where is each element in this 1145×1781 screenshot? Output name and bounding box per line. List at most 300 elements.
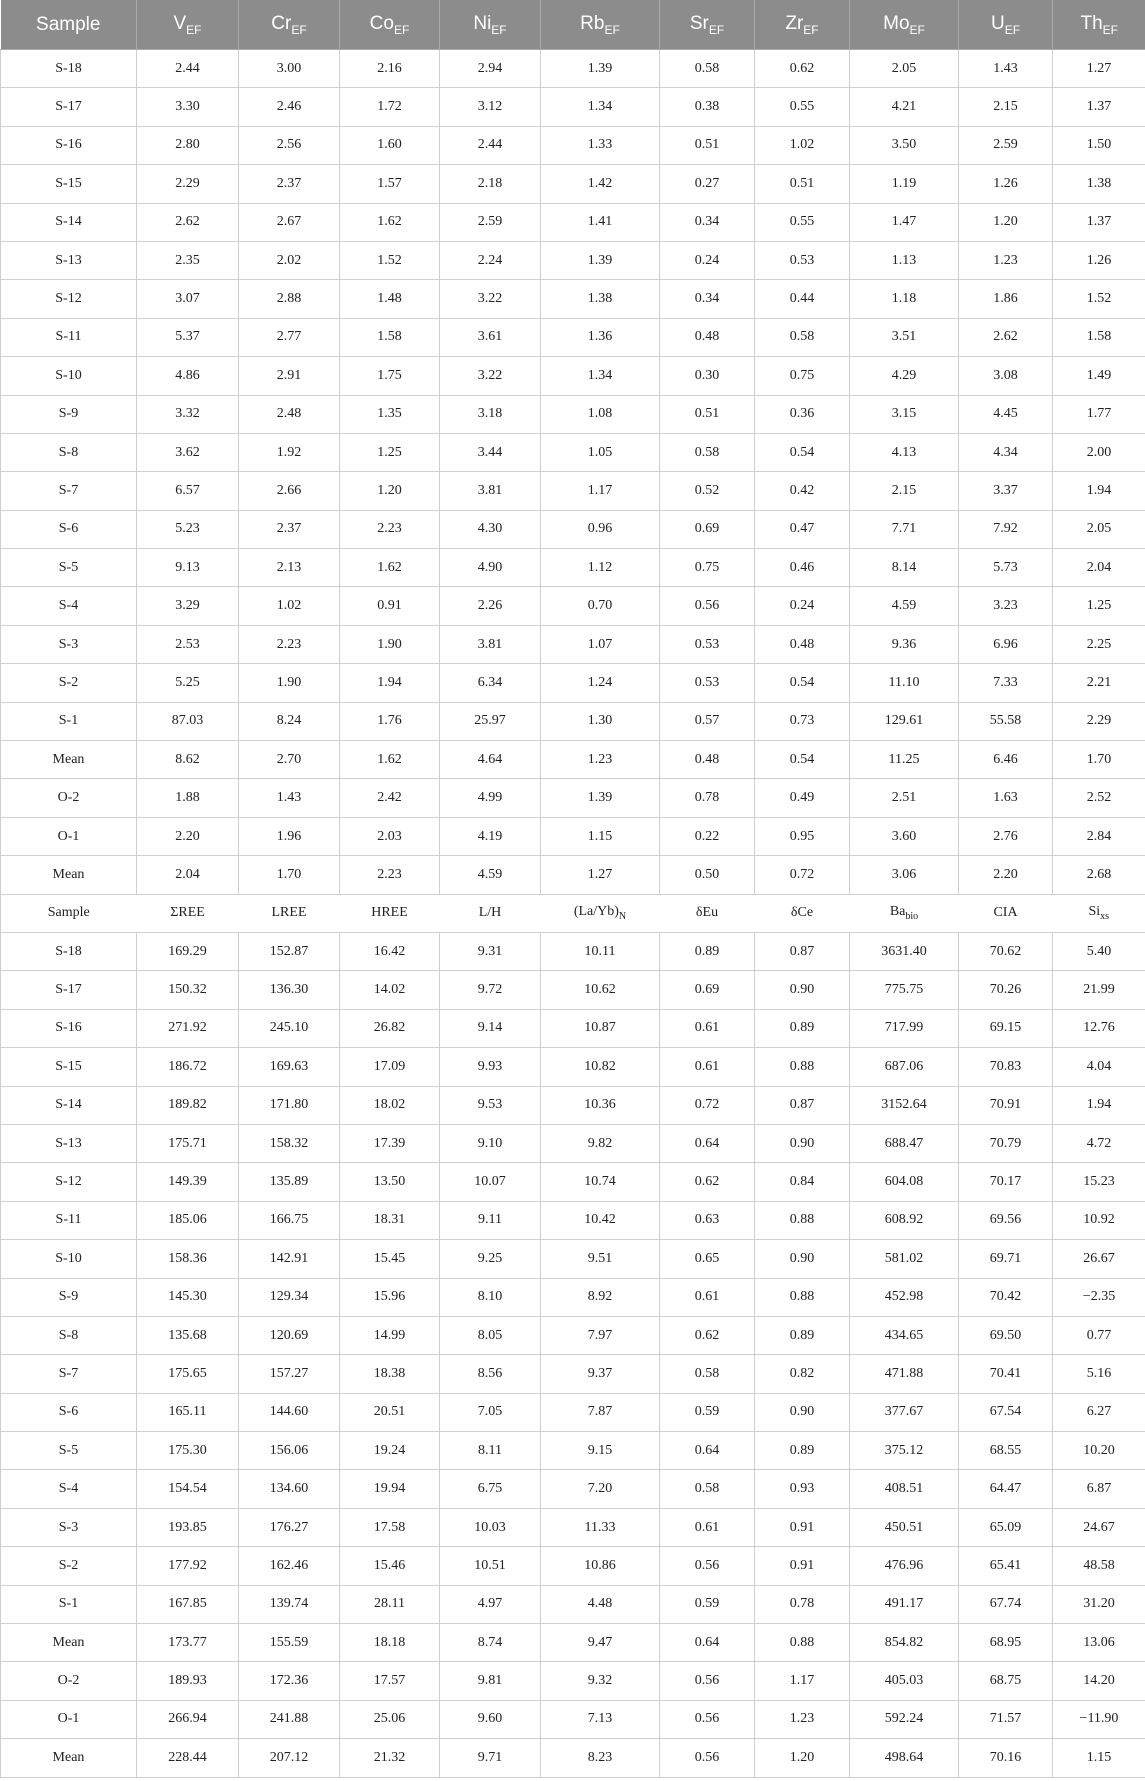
value-cell: 1.47 [850,203,959,241]
value-cell: 1.26 [959,165,1053,203]
value-cell: 1.18 [850,280,959,318]
value-cell: 15.45 [340,1240,440,1278]
table-row [1,1316,1145,1354]
value-cell: 1.58 [340,318,440,356]
value-cell: 8.11 [440,1432,541,1470]
value-cell: 377.67 [850,1393,959,1431]
sample-cell: S-1 [1,702,137,740]
value-cell: 2.02 [239,241,340,279]
value-cell: 3.30 [137,88,239,126]
value-cell: 18.31 [340,1201,440,1239]
value-cell: 3.18 [440,395,541,433]
value-cell: 171.80 [239,1086,340,1124]
value-cell: 1.39 [541,50,660,88]
table-row [1,664,1145,702]
value-cell: 1.72 [340,88,440,126]
value-cell: 4.30 [440,510,541,548]
value-cell: 0.56 [660,1547,755,1585]
value-cell: 120.69 [239,1316,340,1354]
value-cell: 0.53 [660,664,755,702]
value-cell: 9.72 [440,971,541,1009]
value-cell: 1.76 [340,702,440,740]
value-cell: 4.04 [1053,1048,1145,1086]
table-row [1,1009,1145,1047]
value-cell: 2.18 [440,165,541,203]
value-cell: 2.66 [239,472,340,510]
column-header-subscript: EF [1004,22,1021,37]
value-cell: 0.58 [660,50,755,88]
value-cell: 1.23 [755,1700,850,1738]
value-cell: 0.56 [660,1739,755,1777]
value-cell: 0.69 [660,510,755,548]
value-cell: 498.64 [850,1739,959,1777]
value-cell: 1.94 [1053,1086,1145,1124]
sample-cell: S-10 [1,1240,137,1278]
value-cell: 155.59 [239,1624,340,1662]
value-cell: 0.30 [660,357,755,395]
value-cell: 26.82 [340,1009,440,1047]
value-cell: 10.74 [541,1163,660,1201]
value-cell: 0.42 [755,472,850,510]
column-header [340,0,440,50]
value-cell: 0.51 [660,126,755,164]
value-cell: 3152.64 [850,1086,959,1124]
value-cell: 2.05 [1053,510,1145,548]
value-cell: 3.22 [440,280,541,318]
value-cell: 3.51 [850,318,959,356]
value-cell: 129.61 [850,702,959,740]
value-cell: 375.12 [850,1432,959,1470]
value-cell: 491.17 [850,1585,959,1623]
value-cell: 7.20 [541,1470,660,1508]
value-cell: 2.37 [239,510,340,548]
sample-cell: Mean [1,1624,137,1662]
subheader-cell-label: ΣREE [170,905,205,921]
subheader-cell-subscript: N [618,910,627,922]
value-cell: 14.99 [340,1316,440,1354]
value-cell: 172.36 [239,1662,340,1700]
value-cell: 25.97 [440,702,541,740]
column-header [660,0,755,50]
column-header [959,0,1053,50]
sample-cell: S-3 [1,1508,137,1546]
value-cell: 2.48 [239,395,340,433]
table-row [1,510,1145,548]
value-cell: 2.29 [137,165,239,203]
table-row [1,1739,1145,1777]
value-cell: 2.80 [137,126,239,164]
table-row [1,50,1145,88]
sample-cell: S-9 [1,395,137,433]
value-cell: 4.29 [850,357,959,395]
value-cell: 18.18 [340,1624,440,1662]
value-cell: 67.74 [959,1585,1053,1623]
value-cell: 4.21 [850,88,959,126]
value-cell: 87.03 [137,702,239,740]
value-cell: 9.36 [850,625,959,663]
value-cell: 0.62 [660,1163,755,1201]
value-cell: 2.68 [1053,856,1145,894]
value-cell: 10.82 [541,1048,660,1086]
value-cell: 2.84 [1053,817,1145,855]
value-cell: 10.51 [440,1547,541,1585]
value-cell: 185.06 [137,1201,239,1239]
value-cell: 1.70 [1053,741,1145,779]
value-cell: 3.81 [440,472,541,510]
sample-cell: S-17 [1,971,137,1009]
value-cell: 1.35 [340,395,440,433]
sample-cell: S-16 [1,126,137,164]
table-row [1,587,1145,625]
sample-cell: O-1 [1,1700,137,1738]
value-cell: 0.48 [660,318,755,356]
value-cell: 1.38 [1053,165,1145,203]
value-cell: 1.17 [755,1662,850,1700]
value-cell: 175.30 [137,1432,239,1470]
column-header [440,0,541,50]
value-cell: 0.82 [755,1355,850,1393]
value-cell: 9.71 [440,1739,541,1777]
value-cell: 9.14 [440,1009,541,1047]
table-row [1,1624,1145,1662]
value-cell: 9.13 [137,549,239,587]
value-cell: 1.15 [541,817,660,855]
value-cell: 144.60 [239,1393,340,1431]
value-cell: 0.36 [755,395,850,433]
value-cell: 0.56 [660,587,755,625]
value-cell: 0.91 [340,587,440,625]
value-cell: 207.12 [239,1739,340,1777]
sample-cell: S-5 [1,549,137,587]
value-cell: 20.51 [340,1393,440,1431]
value-cell: 2.62 [959,318,1053,356]
sample-cell: S-6 [1,1393,137,1431]
value-cell: 18.02 [340,1086,440,1124]
value-cell: 173.77 [137,1624,239,1662]
value-cell: 3.62 [137,433,239,471]
value-cell: 1.39 [541,779,660,817]
column-header-subscript: EF [909,22,925,37]
value-cell: 9.15 [541,1432,660,1470]
value-cell: 6.46 [959,741,1053,779]
value-cell: 4.72 [1053,1124,1145,1162]
table-row [1,1086,1145,1124]
value-cell: 9.31 [440,932,541,970]
value-cell: 4.19 [440,817,541,855]
sample-cell: S-12 [1,1163,137,1201]
value-cell: 0.64 [660,1124,755,1162]
value-cell: 4.45 [959,395,1053,433]
value-cell: 1.37 [1053,203,1145,241]
value-cell: 69.50 [959,1316,1053,1354]
value-cell: 1.43 [959,50,1053,88]
value-cell: 162.46 [239,1547,340,1585]
value-cell: 189.93 [137,1662,239,1700]
value-cell: 5.73 [959,549,1053,587]
value-cell: 2.59 [440,203,541,241]
value-cell: 134.60 [239,1470,340,1508]
value-cell: 4.59 [850,587,959,625]
sample-cell: S-2 [1,664,137,702]
value-cell: 2.35 [137,241,239,279]
value-cell: 1.60 [340,126,440,164]
value-cell: 1.13 [850,241,959,279]
value-cell: 17.09 [340,1048,440,1086]
sample-cell: S-13 [1,241,137,279]
subheader-cell [239,894,340,932]
value-cell: 10.07 [440,1163,541,1201]
sample-cell: Mean [1,741,137,779]
subheader-cell [850,894,959,932]
column-header-label: Mo [883,12,910,34]
value-cell: 0.58 [660,433,755,471]
value-cell: 3.12 [440,88,541,126]
value-cell: 688.47 [850,1124,959,1162]
value-cell: 2.42 [340,779,440,817]
value-cell: 408.51 [850,1470,959,1508]
value-cell: 186.72 [137,1048,239,1086]
value-cell: 3.32 [137,395,239,433]
value-cell: 4.86 [137,357,239,395]
value-cell: 2.91 [239,357,340,395]
column-header-label: Sample [36,13,101,35]
value-cell: 241.88 [239,1700,340,1738]
value-cell: 434.65 [850,1316,959,1354]
table-row [1,779,1145,817]
subheader-cell [440,894,541,932]
sample-cell: S-8 [1,1316,137,1354]
value-cell: 1.62 [340,203,440,241]
value-cell: 193.85 [137,1508,239,1546]
value-cell: 15.46 [340,1547,440,1585]
value-cell: 1.88 [137,779,239,817]
value-cell: 1.86 [959,280,1053,318]
value-cell: 0.78 [755,1585,850,1623]
table-row [1,1201,1145,1239]
table-row [1,1048,1145,1086]
value-cell: 2.88 [239,280,340,318]
value-cell: 0.95 [755,817,850,855]
value-cell: 7.87 [541,1393,660,1431]
value-cell: 0.34 [660,280,755,318]
table-row [1,126,1145,164]
sample-cell: S-10 [1,357,137,395]
subheader-cell [959,894,1053,932]
value-cell: 9.81 [440,1662,541,1700]
table-row [1,433,1145,471]
value-cell: 16.42 [340,932,440,970]
value-cell: 2.20 [959,856,1053,894]
value-cell: 0.61 [660,1048,755,1086]
table-header-row [1,0,1145,50]
value-cell: 1.92 [239,433,340,471]
value-cell: 604.08 [850,1163,959,1201]
value-cell: 1.39 [541,241,660,279]
value-cell: 7.05 [440,1393,541,1431]
column-header-label: U [990,12,1005,34]
value-cell: −11.90 [1053,1700,1145,1738]
value-cell: 8.05 [440,1316,541,1354]
value-cell: 0.64 [660,1624,755,1662]
value-cell: 0.48 [755,625,850,663]
value-cell: 69.71 [959,1240,1053,1278]
table-row [1,88,1145,126]
value-cell: 1.96 [239,817,340,855]
sample-cell: S-14 [1,1086,137,1124]
column-header [1053,0,1145,50]
value-cell: 1.36 [541,318,660,356]
value-cell: 6.87 [1053,1470,1145,1508]
value-cell: 2.23 [239,625,340,663]
value-cell: 4.48 [541,1585,660,1623]
value-cell: 15.23 [1053,1163,1145,1201]
value-cell: 0.61 [660,1508,755,1546]
value-cell: 8.74 [440,1624,541,1662]
table-row [1,971,1145,1009]
value-cell: 7.92 [959,510,1053,548]
value-cell: 1.38 [541,280,660,318]
subheader-cell [755,894,850,932]
value-cell: 0.93 [755,1470,850,1508]
value-cell: 5.23 [137,510,239,548]
value-cell: 0.89 [755,1316,850,1354]
value-cell: 2.23 [340,510,440,548]
value-cell: 687.06 [850,1048,959,1086]
value-cell: 11.25 [850,741,959,779]
value-cell: 3.06 [850,856,959,894]
value-cell: 0.72 [755,856,850,894]
value-cell: 26.67 [1053,1240,1145,1278]
value-cell: 19.24 [340,1432,440,1470]
value-cell: 1.63 [959,779,1053,817]
value-cell: 0.75 [660,549,755,587]
value-cell: 0.89 [660,932,755,970]
table-row [1,1278,1145,1316]
value-cell: 0.46 [755,549,850,587]
sample-cell: Mean [1,1739,137,1777]
value-cell: 69.15 [959,1009,1053,1047]
column-header-label: Rb [580,12,605,34]
table-row [1,1163,1145,1201]
value-cell: 2.53 [137,625,239,663]
value-cell: 65.09 [959,1508,1053,1546]
value-cell: 150.32 [137,971,239,1009]
value-cell: 10.42 [541,1201,660,1239]
subheader-cell [1,894,137,932]
value-cell: 0.90 [755,1393,850,1431]
sample-cell: S-5 [1,1432,137,1470]
value-cell: 1.02 [239,587,340,625]
value-cell: 9.25 [440,1240,541,1278]
value-cell: 70.83 [959,1048,1053,1086]
column-header [850,0,959,50]
value-cell: 175.71 [137,1124,239,1162]
value-cell: 6.96 [959,625,1053,663]
table-row [1,1508,1145,1546]
value-cell: 2.15 [959,88,1053,126]
value-cell: 1.20 [959,203,1053,241]
subheader-cell-subscript: xs [1100,910,1110,922]
value-cell: 0.59 [660,1393,755,1431]
value-cell: 0.38 [660,88,755,126]
value-cell: 0.57 [660,702,755,740]
value-cell: 1.52 [340,241,440,279]
value-cell: 1.07 [541,625,660,663]
value-cell: −2.35 [1053,1278,1145,1316]
value-cell: 2.13 [239,549,340,587]
column-header-subscript: EF [186,22,202,37]
value-cell: 5.16 [1053,1355,1145,1393]
value-cell: 0.87 [755,1086,850,1124]
table-row [1,241,1145,279]
value-cell: 2.56 [239,126,340,164]
table-row [1,203,1145,241]
value-cell: 3.60 [850,817,959,855]
column-header-label: Ni [473,12,492,34]
column-header-subscript: EF [708,22,725,37]
value-cell: 0.90 [755,1240,850,1278]
column-header [137,0,239,50]
sample-cell: S-18 [1,50,137,88]
value-cell: 1.75 [340,357,440,395]
value-cell: 1.30 [541,702,660,740]
value-cell: 0.54 [755,433,850,471]
column-header [755,0,850,50]
value-cell: 4.90 [440,549,541,587]
sample-cell: S-1 [1,1585,137,1623]
value-cell: 0.48 [660,741,755,779]
value-cell: 9.60 [440,1700,541,1738]
value-cell: 0.55 [755,203,850,241]
subheader-cell [137,894,239,932]
subheader-cell-label: (La/Yb) [573,903,619,919]
value-cell: 5.37 [137,318,239,356]
value-cell: 13.06 [1053,1624,1145,1662]
value-cell: 1.37 [1053,88,1145,126]
value-cell: 2.03 [340,817,440,855]
value-cell: 405.03 [850,1662,959,1700]
value-cell: 12.76 [1053,1009,1145,1047]
value-cell: 18.38 [340,1355,440,1393]
table-row [1,1432,1145,1470]
value-cell: 154.54 [137,1470,239,1508]
value-cell: 0.70 [541,587,660,625]
value-cell: 142.91 [239,1240,340,1278]
value-cell: 152.87 [239,932,340,970]
value-cell: 4.34 [959,433,1053,471]
value-cell: 0.61 [660,1278,755,1316]
value-cell: 64.47 [959,1470,1053,1508]
value-cell: 157.27 [239,1355,340,1393]
value-cell: 10.86 [541,1547,660,1585]
value-cell: 0.91 [755,1508,850,1546]
value-cell: 1.05 [541,433,660,471]
value-cell: 0.88 [755,1278,850,1316]
column-header [541,0,660,50]
table-row [1,472,1145,510]
value-cell: 70.79 [959,1124,1053,1162]
value-cell: 70.16 [959,1739,1053,1777]
column-header-label: Sr [689,12,709,34]
value-cell: 10.62 [541,971,660,1009]
value-cell: 70.42 [959,1278,1053,1316]
value-cell: 1.25 [1053,587,1145,625]
value-cell: 1.90 [340,625,440,663]
value-cell: 854.82 [850,1624,959,1662]
value-cell: 2.37 [239,165,340,203]
value-cell: 2.04 [137,856,239,894]
value-cell: 0.69 [660,971,755,1009]
